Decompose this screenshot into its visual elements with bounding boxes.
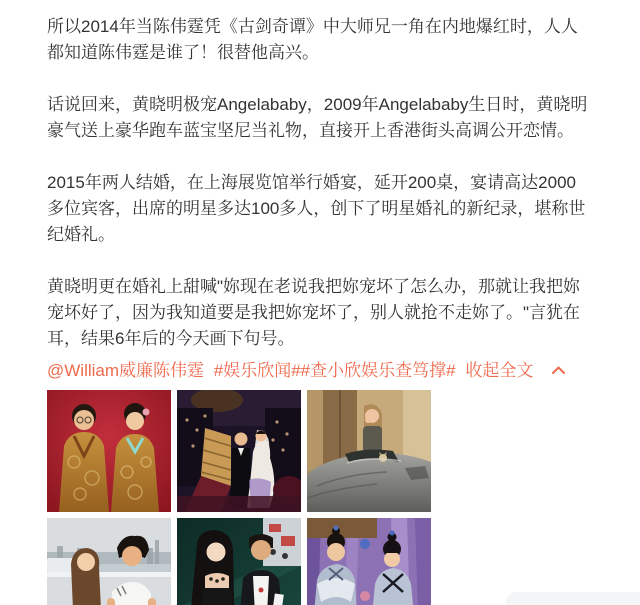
post-photo-3[interactable] — [307, 390, 431, 512]
floating-corner-panel — [506, 592, 640, 605]
hashtag-link[interactable]: #娱乐欣闻##查小欣娱乐查笃撑# — [213, 361, 456, 380]
chevron-up-icon[interactable] — [551, 357, 566, 383]
post-photo-2[interactable] — [177, 390, 301, 512]
post-photo-6[interactable] — [307, 518, 431, 605]
collapse-link[interactable]: 收起全文 — [465, 361, 534, 380]
photo-grid — [47, 390, 431, 605]
post-photo-5[interactable] — [177, 518, 301, 605]
post-paragraph: 所以2014年当陈伟霆凭《古剑奇谭》中大师兄一角在内地爆红时，人人都知道陈伟霆是谁了！很替他高兴。 — [47, 17, 578, 62]
mention-link[interactable]: @William威廉陈伟霆 — [47, 361, 205, 380]
post-photo-1[interactable] — [47, 390, 171, 512]
post-photo-4[interactable] — [47, 518, 171, 605]
post-paragraph: 话说回来，黄晓明极宠Angelababy，2009年Angelababy生日时，黄晓明豪气送上豪华跑车蓝宝坚尼当礼物，直接开上香港街头高调公开恋情。 — [47, 95, 588, 140]
post-paragraph: 2015年两人结婚，在上海展览馆举行婚宴，延开200桌，宴请高达2000多位宾客，出席的明星多达100多人，创下了明星婚礼的新纪录，堪称世纪婚礼。 — [47, 173, 586, 244]
post-links-row — [47, 357, 592, 384]
post-paragraph: 黄晓明更在婚礼上甜喊"妳现在老说我把妳宠坏了怎么办，那就让我把妳宠坏好了，因为我知道要是我把妳宠坏了，别人就抢不走妳了。"言犹在耳，结果6年后的今天画下句号。 — [47, 277, 581, 348]
